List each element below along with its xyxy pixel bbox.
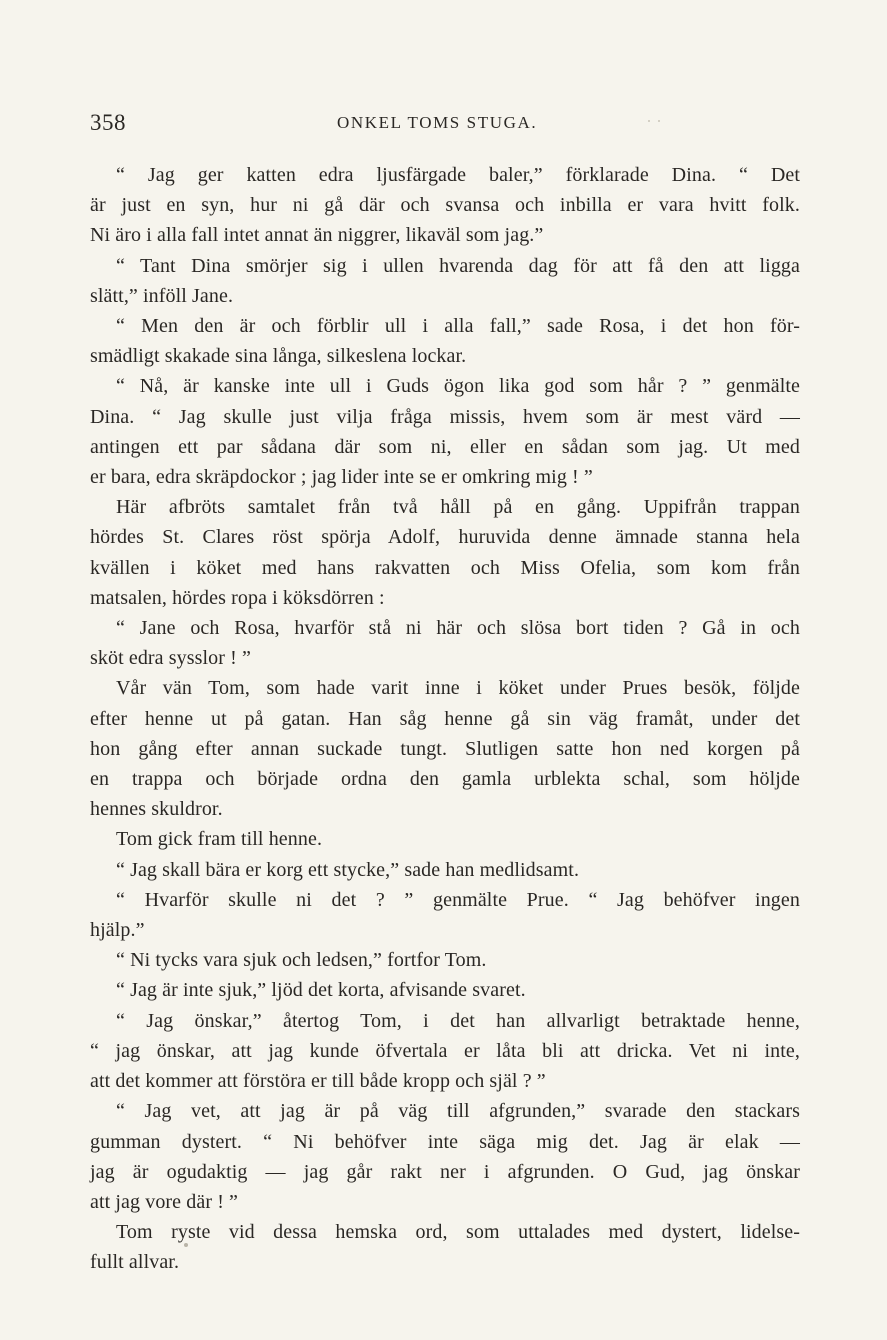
body-text — [90, 160, 800, 1278]
text-line: “ Jag vet, att jag är på väg till afgrunden,” svarade den stackars — [116, 1100, 800, 1123]
text-line: “ Nå, är kanske inte ull i Guds ögon lika god som hår ? ” genmälte — [116, 375, 800, 398]
text-line: kvällen i köket med hans rakvatten och Miss Ofelia, som kom från — [90, 556, 800, 579]
text-line: “ Ni tycks vara sjuk och ledsen,” fortfor Tom. — [116, 949, 487, 972]
text-line: Ni äro i alla fall intet annat än niggrer, likaväl som jag.” — [90, 224, 544, 247]
page-header — [90, 110, 800, 140]
text-line: “ Men den är och förblir ull i alla fall,” sade Rosa, i det hon för- — [116, 315, 800, 338]
ink-speck — [184, 1243, 188, 1247]
text-line: Dina. “ Jag skulle just vilja fråga missis, hvem som är mest värd — — [90, 405, 800, 428]
text-line: “ Tant Dina smörjer sig i ullen hvarenda dag för att få den att ligga — [116, 254, 800, 277]
text-line: jag är ogudaktig — jag går rakt ner i afgrunden. O Gud, jag önskar — [90, 1160, 800, 1183]
text-line: “ Jane och Rosa, hvarför stå ni här och slösa bort tiden ? Gå in och — [116, 617, 800, 640]
text-line: matsalen, hördes ropa i köksdörren : — [90, 586, 385, 609]
text-line: Här afbröts samtalet från två håll på en gång. Uppifrån trappan — [116, 496, 800, 519]
text-line: efter henne ut på gatan. Han såg henne gå sin väg framåt, under det — [90, 707, 800, 730]
text-line: att det kommer att förstöra er till både kropp och själ ? ” — [90, 1070, 546, 1093]
text-line: Vår vän Tom, som hade varit inne i köket under Prues besök, följde — [116, 677, 800, 700]
text-line: hennes skuldror. — [90, 798, 223, 821]
text-line: en trappa och började ordna den gamla urblekta schal, som höljde — [90, 768, 800, 791]
text-line: smädligt skakade sina långa, silkeslena lockar. — [90, 345, 467, 368]
text-line: “ Hvarför skulle ni det ? ” genmälte Prue. “ Jag behöfver ingen — [116, 888, 800, 911]
text-line: att jag vore där ! ” — [90, 1190, 239, 1213]
text-line: “ Jag ger katten edra ljusfärgade baler,” förklarade Dina. “ Det — [116, 164, 800, 186]
text-line: är just en syn, hur ni gå där och svansa och inbilla er vara hvitt folk. — [90, 194, 800, 217]
text-line: hördes St. Clares röst spörja Adolf, huruvida denne ämnade stanna hela — [90, 526, 800, 549]
running-title: ONKEL TOMS STUGA. — [337, 113, 538, 132]
text-line: antingen ett par sådana där som ni, eller en sådan som jag. Ut med — [90, 435, 800, 458]
text-line: gumman dystert. “ Ni behöfver inte säga mig det. Jag är elak — — [90, 1130, 800, 1153]
page-number: 358 — [90, 110, 126, 135]
text-line: Tom gick fram till henne. — [116, 828, 323, 851]
text-line: er bara, edra skräpdockor ; jag lider inte se er omkring mig ! ” — [90, 466, 593, 489]
text-line: fullt allvar. — [90, 1251, 180, 1274]
text-line: sköt edra sysslor ! ” — [90, 647, 251, 670]
text-line: “ jag önskar, att jag kunde öfvertala er låta bli att dricka. Vet ni inte, — [90, 1039, 800, 1062]
text-line: “ Jag skall bära er korg ett stycke,” sade han medlidsamt. — [116, 858, 580, 881]
header-specks — [648, 120, 662, 124]
text-line: “ Jag önskar,” återtog Tom, i det han allvarligt betraktade henne, — [116, 1009, 800, 1032]
text-line: slätt,” inföll Jane. — [90, 284, 234, 307]
text-line: hjälp.” — [90, 919, 145, 942]
text-line: Tom ryste vid dessa hemska ord, som uttalades med dystert, lidelse- — [116, 1221, 800, 1244]
text-line: hon gång efter annan suckade tungt. Slutligen satte hon ned korgen på — [90, 737, 800, 760]
text-line: “ Jag är inte sjuk,” ljöd det korta, afvisande svaret. — [116, 979, 526, 1002]
